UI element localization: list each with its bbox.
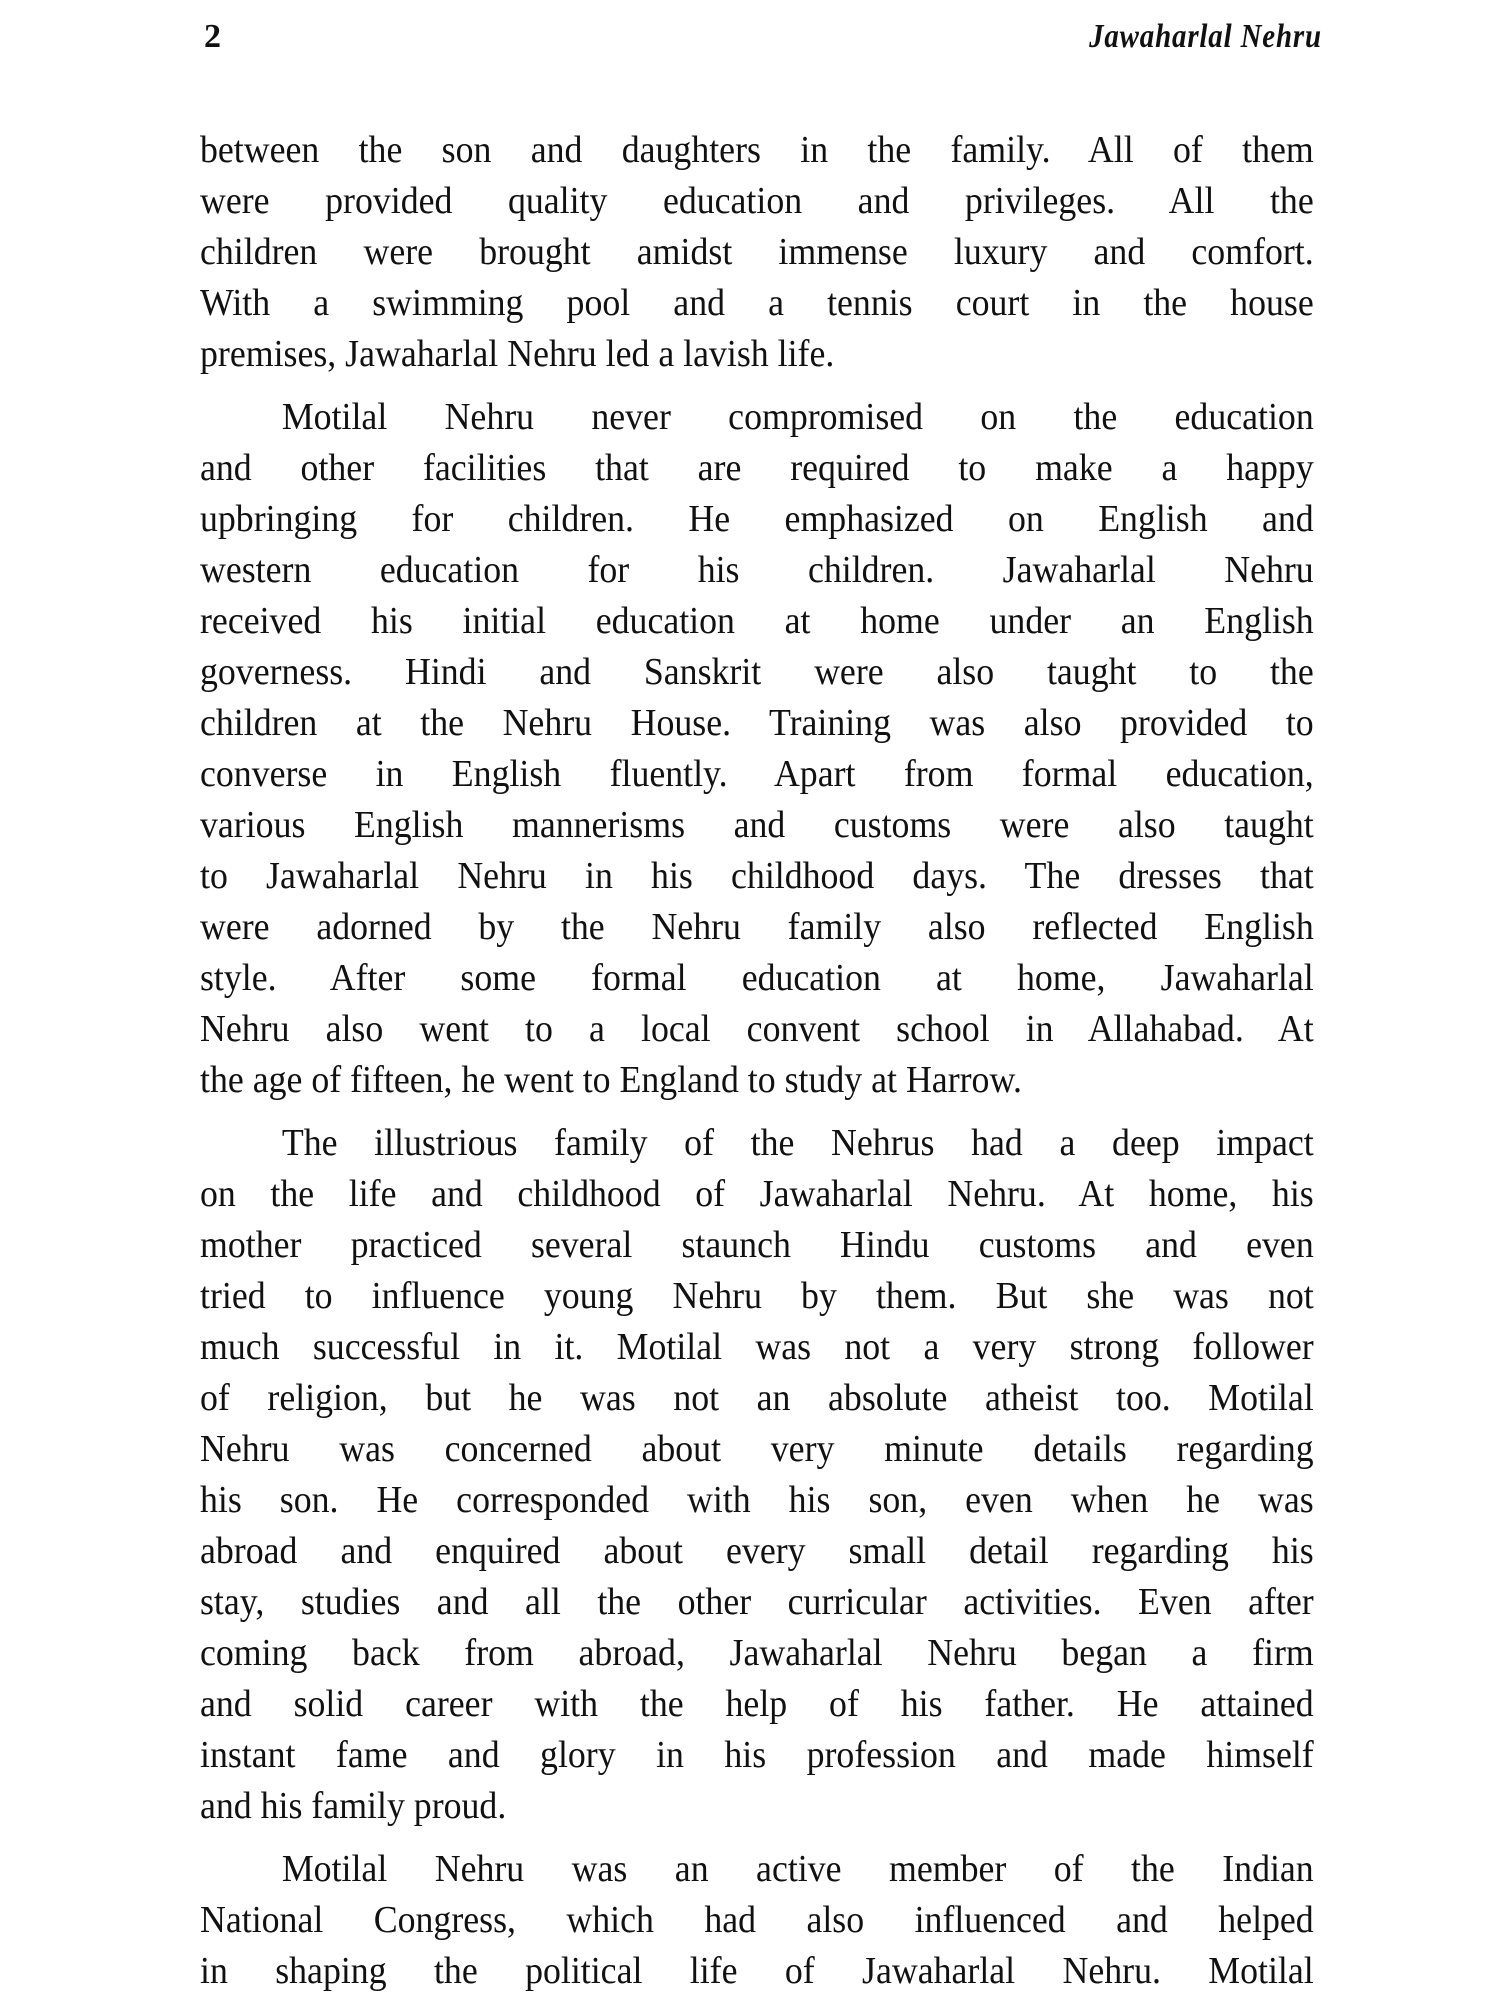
page-body bbox=[200, 125, 1314, 2009]
text-line: were provided quality education and privileges. All the bbox=[200, 180, 1314, 222]
text-line: children at the Nehru House. Training was also provided to bbox=[200, 702, 1314, 744]
paragraph bbox=[200, 1118, 1314, 1832]
text-line: Nehru also went to a local convent school in Allahabad. At bbox=[200, 1008, 1314, 1050]
text-line: much successful in it. Motilal was not a very strong follower bbox=[200, 1326, 1314, 1368]
text-line: coming back from abroad, Jawaharlal Nehru began a firm bbox=[200, 1632, 1314, 1674]
text-line: National Congress, which had also influenced and helped bbox=[200, 1899, 1314, 1941]
running-title: Jawaharlal Nehru bbox=[1089, 18, 1322, 55]
text-line: stay, studies and all the other curricular activities. Even after bbox=[200, 1581, 1314, 1623]
text-line: children were brought amidst immense luxury and comfort. bbox=[200, 231, 1314, 273]
text-line: and solid career with the help of his father. He attained bbox=[200, 1683, 1314, 1725]
text-line: between the son and daughters in the family. All of them bbox=[200, 129, 1314, 171]
text-line: mother practiced several staunch Hindu customs and even bbox=[200, 1224, 1314, 1266]
text-line: upbringing for children. He emphasized on English and bbox=[200, 498, 1314, 540]
text-line: and his family proud. bbox=[200, 1785, 507, 1827]
text-line: his son. He corresponded with his son, even when he was bbox=[200, 1479, 1314, 1521]
text-line: style. After some formal education at home, Jawaharlal bbox=[200, 957, 1314, 999]
text-line: premises, Jawaharlal Nehru led a lavish life. bbox=[200, 333, 835, 375]
text-line: received his initial education at home under an English bbox=[200, 600, 1314, 642]
text-line: abroad and enquired about every small detail regarding his bbox=[200, 1530, 1314, 1572]
text-line: With a swimming pool and a tennis court in the house bbox=[200, 282, 1314, 324]
paragraph bbox=[200, 125, 1314, 380]
text-line: were adorned by the Nehru family also reflected English bbox=[200, 906, 1314, 948]
text-line: various English mannerisms and customs were also taught bbox=[200, 804, 1314, 846]
text-line: Motilal Nehru never compromised on the education bbox=[281, 396, 1314, 438]
paragraph bbox=[200, 392, 1314, 1106]
text-line: tried to influence young Nehru by them. But she was not bbox=[200, 1275, 1314, 1317]
text-line: in shaping the political life of Jawaharlal Nehru. Motilal bbox=[200, 1950, 1314, 1992]
text-line: The illustrious family of the Nehrus had a deep impact bbox=[281, 1122, 1314, 1164]
text-line: instant fame and glory in his profession and made himself bbox=[200, 1734, 1314, 1776]
text-line: Motilal Nehru was an active member of the Indian bbox=[281, 1848, 1314, 1890]
page-number: 2 bbox=[204, 18, 221, 55]
text-line: western education for his children. Jawaharlal Nehru bbox=[200, 549, 1314, 591]
text-line: on the life and childhood of Jawaharlal Nehru. At home, his bbox=[200, 1173, 1314, 1215]
text-line: governess. Hindi and Sanskrit were also taught to the bbox=[200, 651, 1314, 693]
text-line: of religion, but he was not an absolute atheist too. Motilal bbox=[200, 1377, 1314, 1419]
text-line: Nehru was concerned about very minute details regarding bbox=[200, 1428, 1314, 1470]
text-line: to Jawaharlal Nehru in his childhood days. The dresses that bbox=[200, 855, 1314, 897]
text-line: and other facilities that are required to make a happy bbox=[200, 447, 1314, 489]
text-line: the age of fifteen, he went to England to study at Harrow. bbox=[200, 1059, 1022, 1101]
text-line: converse in English fluently. Apart from formal education, bbox=[200, 753, 1314, 795]
paragraph bbox=[200, 1844, 1314, 1997]
